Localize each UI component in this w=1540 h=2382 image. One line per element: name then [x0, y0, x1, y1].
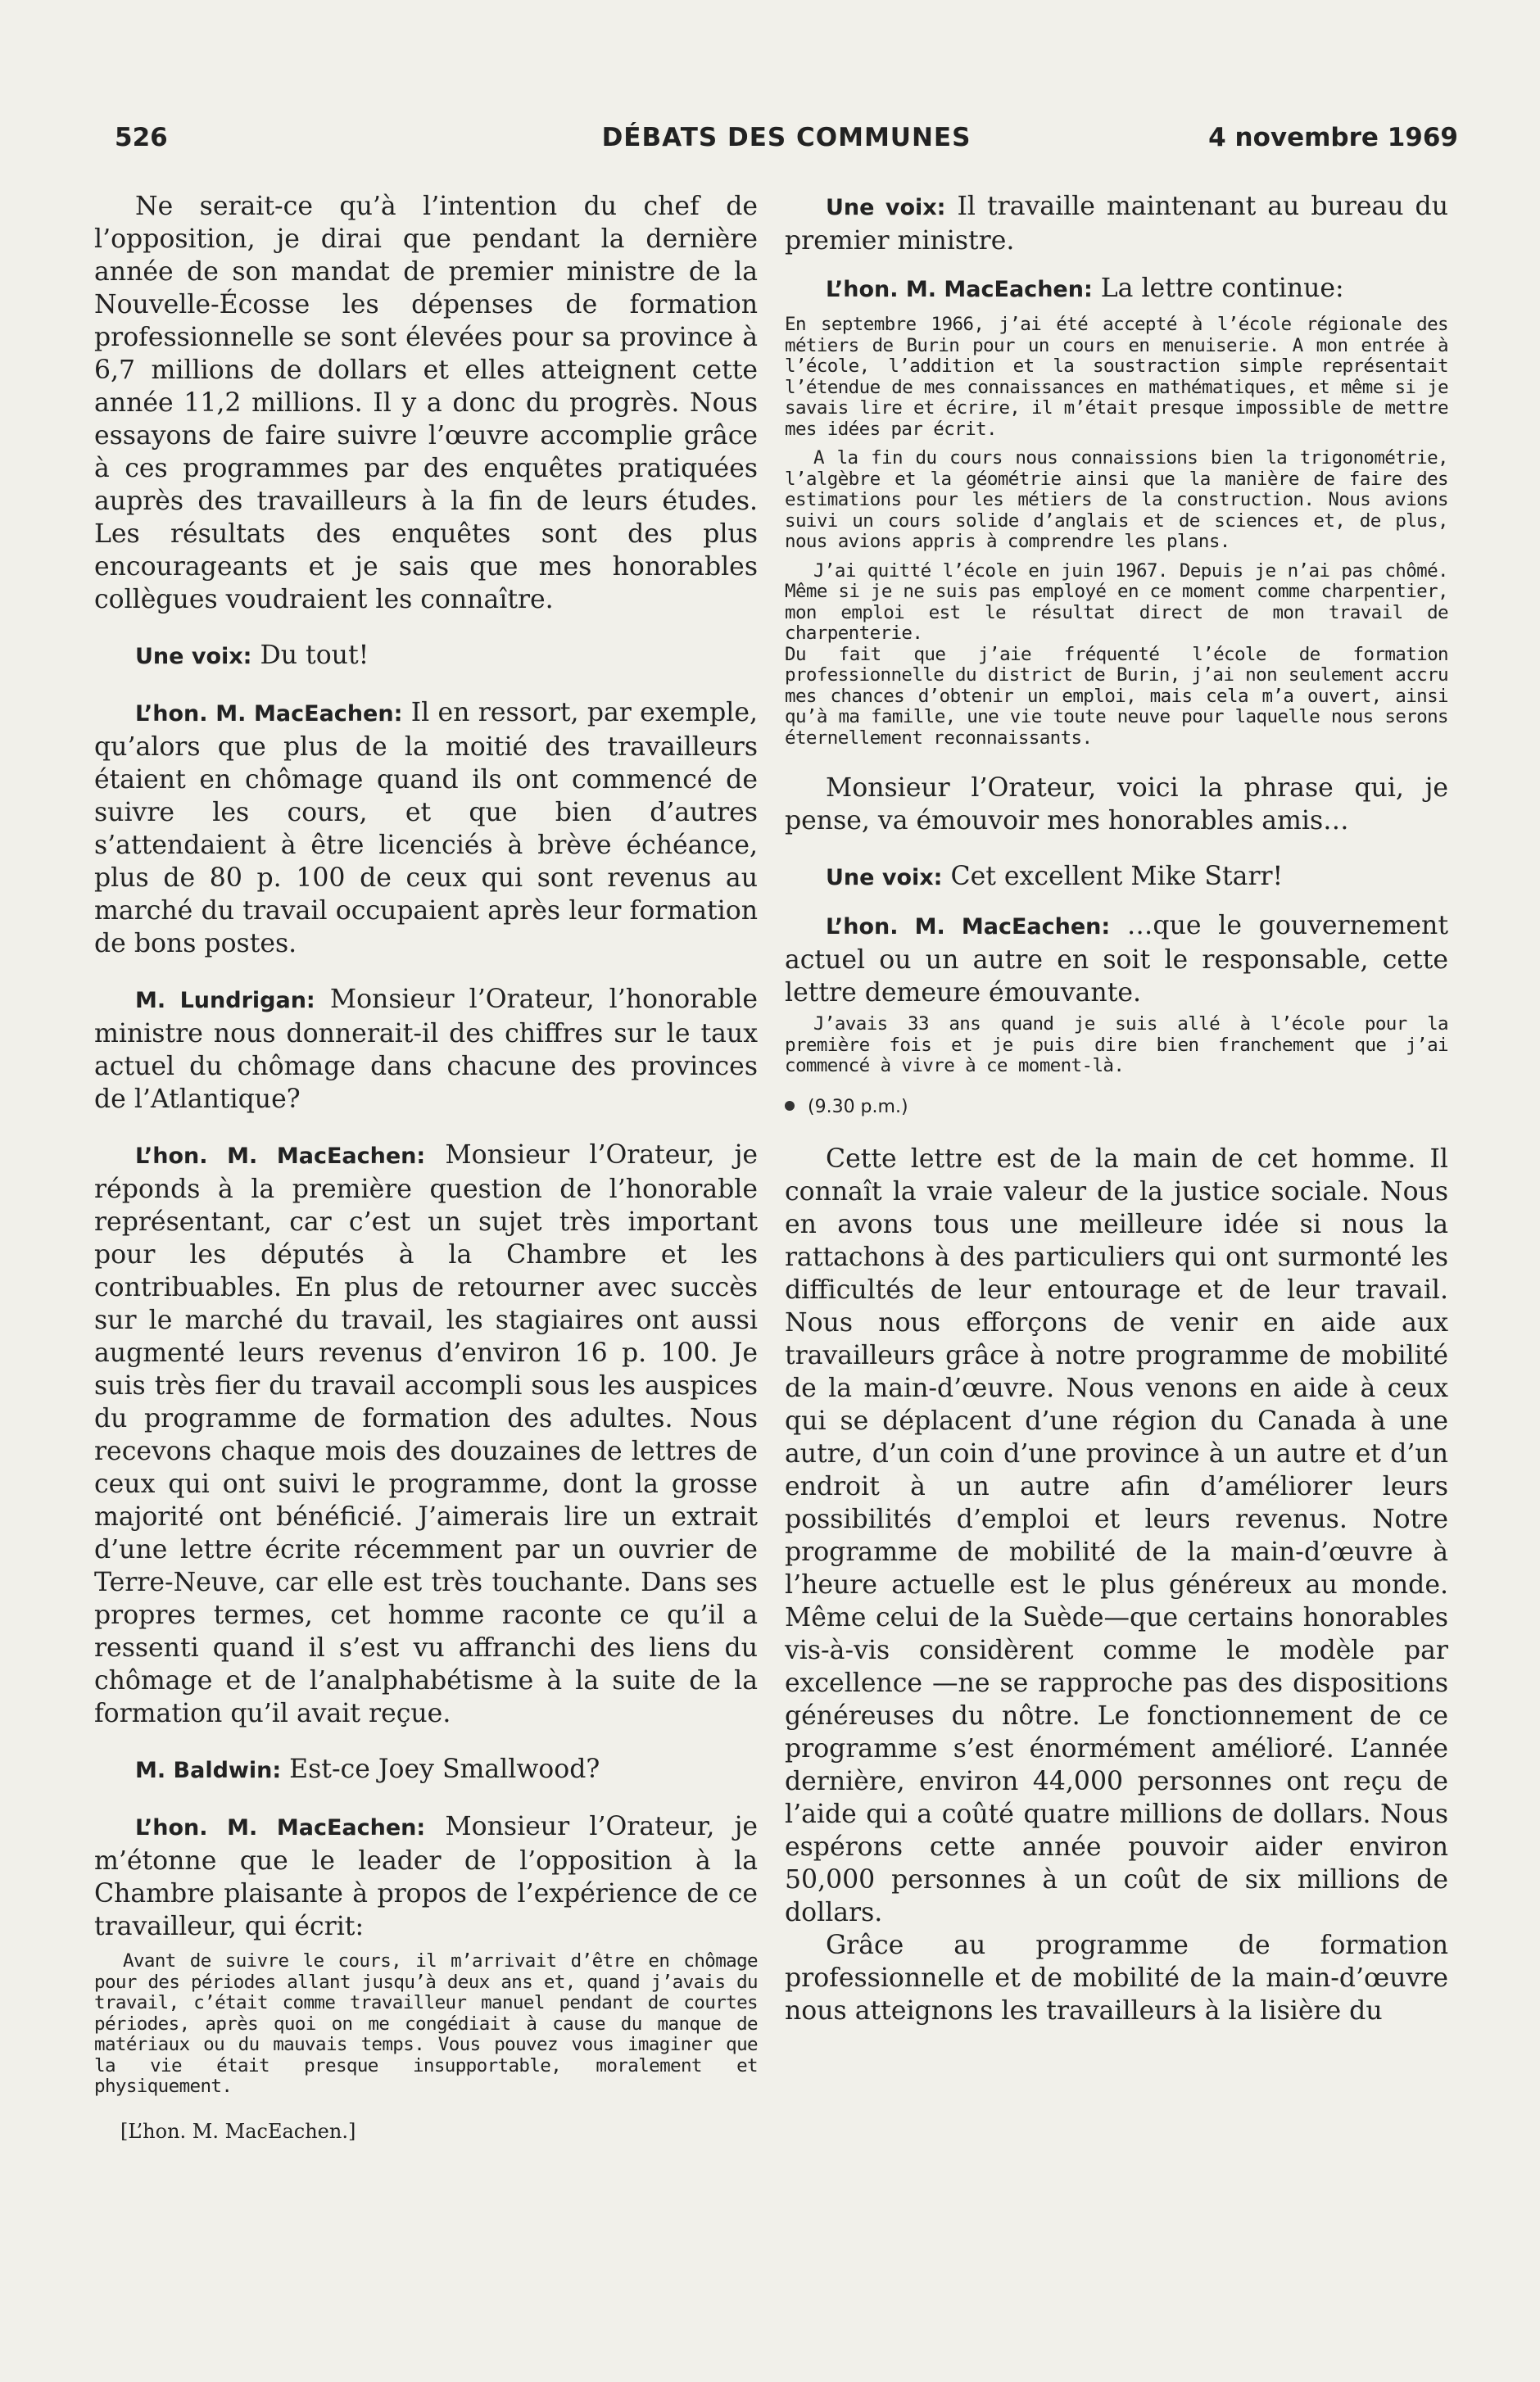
speech-text: Monsieur l’Orateur, je réponds à la première question de l’honorable représentant, car c’est un sujet très important pour les députés à la Chambre et les contribuables. En plus de retourner avec succès sur le marché du travail, les stagiaires ont aussi augmenté leurs revenus d’environ 16 p. 100. Je suis très fier du travail accompli sous les auspices du programme de formation des adultes. Nous recevons chaque mois des douzaines de lettres de ceux qui ont suivi le programme, dont la grosse majorité ont bénéficié. J’aimerais lire un extrait d’une lettre écrite récemment par un ouvrier de Terre-Neuve, car elle est très touchante. Dans ses propres termes, cet homme raconte ce qu’il a ressenti quand il s’est vu affranchi des liens du chômage et de l’analphabétisme à la suite de la formation qu’il avait reçue.	[94, 1140, 758, 1728]
page-number: 526	[115, 123, 168, 152]
speaker: L’hon. M. MacEachen:	[135, 1143, 426, 1169]
speech-text: Monsieur l’Orateur, l’honorable ministre nous donnerait-il des chiffres sur le taux actuel du chômage dans chacune des provinces de l’Atlantique?	[94, 985, 758, 1114]
left-column	[94, 190, 758, 2144]
letter-quote: J’avais 33 ans quand je suis allé à l’école pour la première fois et je puis dire bien franchement que j’ai commencé à vivre à ce moment-là.	[785, 1013, 1448, 1076]
speech-text: Est-ce Joey Smallwood?	[281, 1755, 600, 1784]
paragraph: Monsieur l’Orateur, voici la phrase qui, je pense, va émouvoir mes honorables amis…	[785, 773, 1448, 836]
speaker: Une voix:	[826, 195, 946, 220]
page-header	[115, 123, 1458, 172]
speech	[94, 983, 758, 1116]
speech	[785, 190, 1448, 257]
journal-title: DÉBATS DES COMMUNES	[601, 123, 972, 152]
speech	[785, 909, 1448, 1009]
speech	[94, 696, 758, 960]
letter-quote: A la fin du cours nous connaissions bien la trigonométrie, l’algèbre et la géométrie ainsi que la manière de faire des estimations pour les métiers de la construction. Nous avions suivi un cours solide d’anglais et de sciences et, de plus, nous avions appris à comprendre les plans.	[785, 447, 1448, 552]
speech-text: …que le gouvernement actuel ou un autre en soit le responsable, cette lettre demeure émouvante.	[785, 911, 1448, 1008]
speaker: L’hon. M. MacEachen:	[135, 1815, 426, 1841]
speech-text: La lettre continue:	[1092, 274, 1344, 303]
speech	[785, 272, 1448, 306]
speaker: Une voix:	[135, 644, 252, 669]
letter-quote: J’ai quitté l’école en juin 1967. Depuis je n’ai pas chômé. Même si je ne suis pas employé en ce moment comme charpentier, mon emploi est le résultat direct de mon travail de charpenterie.	[785, 559, 1448, 644]
letter-quote: En septembre 1966, j’ai été accepté à l’école régionale des métiers de Burin pour un cours en menuiserie. A mon entrée à l’école, l’addition et la soustraction simple représentait l’étendue de mes connaissances en mathématiques, et même si je savais lire et écrire, il m’était presque impossible de mettre mes idées par écrit.	[785, 314, 1448, 440]
letter-quote: Du fait que j’aie fréquenté l’école de formation professionnelle du district de Burin, j’ai non seulement accru mes chances d’obtenir un emploi, mais cela m’a ouvert, ainsi qu’à ma famille, une vie toute neuve pour laquelle nous serons éternellement reconnaissants.	[785, 643, 1448, 749]
speech	[785, 860, 1448, 894]
speech-text: Du tout!	[251, 641, 369, 670]
speech	[94, 1810, 758, 1943]
issue-date: 4 novembre 1969	[1208, 123, 1458, 152]
speaker-attribution: [L’hon. M. MacEachen.]	[120, 2119, 356, 2143]
speech	[94, 1753, 758, 1787]
right-column	[785, 190, 1448, 2027]
bullet-icon	[785, 1101, 795, 1111]
paragraph: Cette lettre est de la main de cet homme. Il connaît la vraie valeur de la justice sociale. Nous en avons tous une meilleure idée si nous la rattachons à des particuliers qui ont surmonté les difficultés de leur entourage et de leur travail. Nous nous efforçons de venir en aide aux travailleurs grâce à notre programme de mobilité de la main-d’œuvre. Nous venons en aide à ceux qui se déplacent d’une région du Canada à une autre, d’un coin d’une province à un autre et d’un endroit à un autre afin d’améliorer leurs possibilités d’emploi et leurs revenus. Notre programme de mobilité de la main-d’œuvre à l’heure actuelle est le plus généreux au monde. Même celui de la Suède—que certains honorables vis-à-vis considèrent comme le modèle par excellence —ne se rapproche pas des dispositions généreuses du nôtre. Le fonctionnement de ce programme s’est énormément amélioré. L’année dernière, environ 44,000 personnes ont reçu de l’aide qui a coûté quatre millions de dollars. Nous espérons cette année pouvoir aider environ 50,000 personnes à un coût de six millions de dollars.	[785, 1143, 1448, 1927]
speaker: M. Baldwin:	[135, 1758, 282, 1783]
speaker: Une voix:	[826, 865, 943, 890]
paragraph: Grâce au programme de formation professionnelle et de mobilité de la main-d’œuvre nous atteignons les travailleurs à la lisière du	[785, 1930, 1448, 2026]
letter-quote: Avant de suivre le cours, il m’arrivait d’être en chômage pour des périodes allant jusqu’à deux ans et, quand j’avais du travail, c’était comme travailleur manuel pendant de courtes périodes, après quoi on me congédiait à cause du manque de matériaux ou du mauvais temps. Vous pouvez vous imaginer que la vie était presque insupportable, moralement et physiquement.	[94, 1950, 758, 2097]
speech-text: Cet excellent Mike Starr!	[942, 862, 1284, 891]
speaker: M. Lundrigan:	[135, 988, 315, 1013]
speaker: L’hon. M. MacEachen:	[135, 701, 403, 727]
speaker: L’hon. M. MacEachen:	[826, 277, 1093, 302]
speech	[94, 1139, 758, 1730]
speech	[94, 639, 758, 673]
speech-text: Il en ressort, par exemple, qu’alors que plus de la moitié des travailleurs étaient en chômage quand ils ont commencé de suivre les cours, et que bien d’autres s’attendaient à être licenciés à brève échéance, plus de 80 p. 100 de ceux qui sont revenus au marché du travail occupaient après leur formation de bons postes.	[94, 698, 758, 958]
timestamp-text: (9.30 p.m.)	[808, 1096, 908, 1117]
speech-text: Il travaille maintenant au bureau du premier ministre.	[785, 192, 1448, 256]
paragraph: Ne serait-ce qu’à l’intention du chef de l’opposition, je dirai que pendant la dernière année de son mandat de premier ministre de la Nouvelle-Écosse les dépenses de formation professionnelle se sont élevées pour sa province à 6,7 millions de dollars et elles atteignent cette année 11,2 millions. Il y a donc du progrès. Nous essayons de faire suivre l’œuvre accomplie grâce à ces programmes par des enquêtes pratiquées auprès des travailleurs à la fin de leurs études. Les résultats des enquêtes sont des plus encourageants et je sais que mes honorables collègues voudraient les connaître.	[94, 192, 758, 614]
speech-text: Monsieur l’Orateur, je m’étonne que le leader de l’opposition à la Chambre plaisante à propos de l’expérience de ce travailleur, qui écrit:	[94, 1812, 758, 1941]
timestamp	[785, 1095, 1448, 1120]
speaker: L’hon. M. MacEachen:	[826, 914, 1111, 940]
